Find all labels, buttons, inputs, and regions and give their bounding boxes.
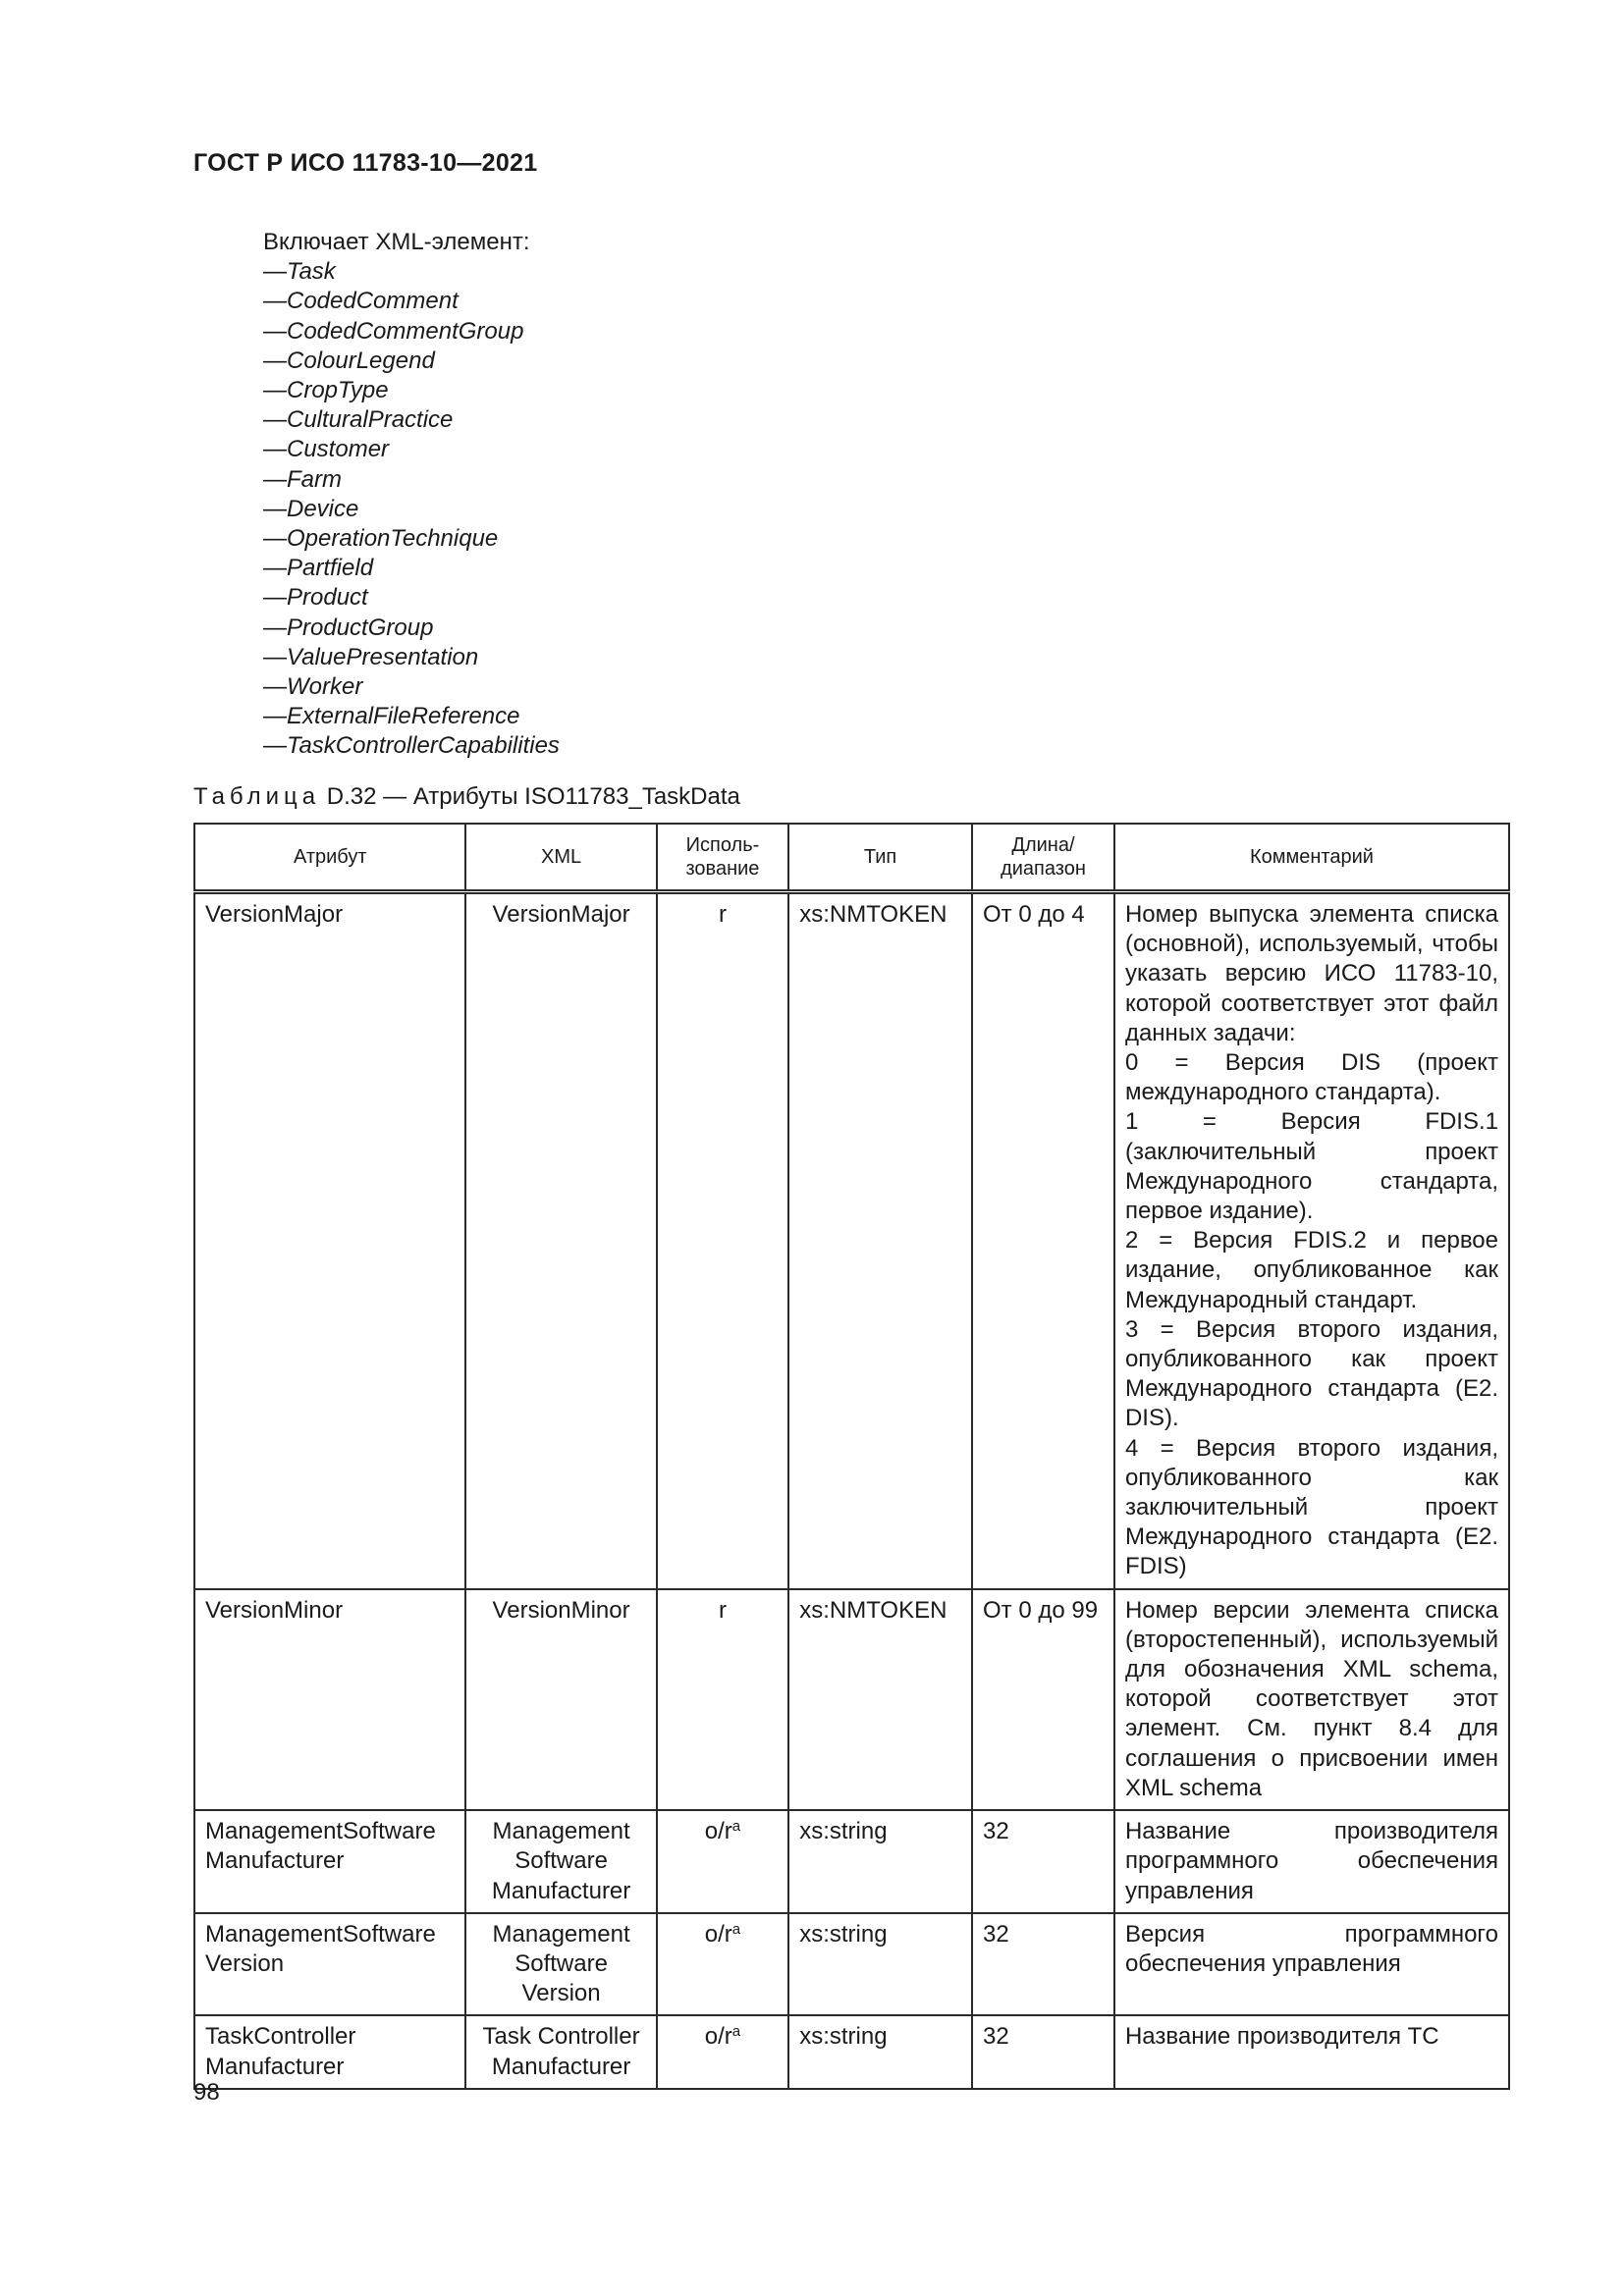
attributes-table bbox=[193, 823, 1510, 2090]
xml-element-name: ValuePresentation bbox=[287, 643, 479, 670]
list-dash: — bbox=[263, 288, 287, 315]
cell-comment bbox=[1114, 1589, 1509, 1810]
cell-type: xs:string bbox=[788, 1810, 972, 1913]
list-dash: — bbox=[263, 436, 287, 463]
list-dash: — bbox=[263, 377, 287, 404]
cell-length: 32 bbox=[972, 2015, 1114, 2088]
xml-element-item bbox=[263, 614, 560, 643]
xml-element-name: CropType bbox=[287, 377, 389, 404]
cell-attribute: ManagementSoftware Version bbox=[194, 1913, 465, 2016]
comment-paragraph: 2 = Версия FDIS.2 и первое издание, опубликованное как Международный стандарт. bbox=[1124, 1227, 1498, 1313]
usage-footnote-marker: a bbox=[731, 1920, 741, 1938]
cell-xml: Management Software Version bbox=[465, 1913, 656, 2016]
xml-element-item bbox=[263, 731, 560, 761]
cell-xml: Management Software Manufacturer bbox=[465, 1810, 656, 1913]
intro-lead: Включает XML-элемент: bbox=[263, 229, 530, 255]
cell-type: xs:NMTOKEN bbox=[788, 892, 972, 1589]
cell-usage bbox=[657, 1810, 788, 1913]
cell-attribute: ManagementSoftware Manufacturer bbox=[194, 1810, 465, 1913]
table-row bbox=[194, 1913, 1509, 2016]
xml-element-item bbox=[263, 435, 560, 464]
table-row bbox=[194, 1589, 1509, 1810]
list-dash: — bbox=[263, 584, 287, 612]
cell-usage bbox=[657, 1913, 788, 2016]
table-body bbox=[194, 892, 1509, 2089]
xml-element-item bbox=[263, 317, 560, 347]
xml-element-item bbox=[263, 643, 560, 672]
comment-paragraph: 0 = Версия DIS (проект международного стандарта). bbox=[1124, 1049, 1498, 1106]
xml-element-list bbox=[263, 257, 560, 761]
cell-type: xs:string bbox=[788, 2015, 972, 2088]
xml-element-name: Product bbox=[287, 584, 368, 612]
xml-element-item bbox=[263, 702, 560, 731]
xml-element-item bbox=[263, 524, 560, 554]
xml-element-item bbox=[263, 287, 560, 316]
usage-value: o/r bbox=[704, 2023, 732, 2051]
usage-value: o/r bbox=[704, 1920, 732, 1948]
cell-usage bbox=[657, 1589, 788, 1810]
cell-type: xs:string bbox=[788, 1913, 972, 2016]
xml-element-item bbox=[263, 554, 560, 583]
xml-element-name: OperationTechnique bbox=[287, 525, 499, 553]
comment-paragraph: Название производителя программного обеспечения управления bbox=[1124, 1818, 1498, 1904]
cell-comment bbox=[1114, 2015, 1509, 2088]
header-comment: Комментарий bbox=[1114, 824, 1509, 892]
comment-paragraph: Номер выпуска элемента списка (основной), используемый, чтобы указать версию ИСО 11783-10, которой соответствует этот файл данных задачи: bbox=[1124, 901, 1498, 1046]
header-attribute: Атрибут bbox=[194, 824, 465, 892]
document-header: ГОСТ Р ИСО 11783-10—2021 bbox=[193, 149, 538, 177]
table-row bbox=[194, 2015, 1509, 2088]
cell-length: 32 bbox=[972, 1810, 1114, 1913]
usage-value: r bbox=[718, 901, 727, 928]
cell-xml: Task Controller Manufacturer bbox=[465, 2015, 656, 2088]
list-dash: — bbox=[263, 555, 287, 582]
table-caption-label: Таблица bbox=[193, 783, 321, 810]
table-row bbox=[194, 892, 1509, 1589]
usage-footnote-marker: a bbox=[731, 2023, 741, 2041]
xml-element-name: ColourLegend bbox=[287, 347, 435, 374]
list-dash: — bbox=[263, 732, 287, 760]
list-dash: — bbox=[263, 317, 287, 345]
xml-element-name: CodedComment bbox=[287, 288, 459, 315]
list-dash: — bbox=[263, 673, 287, 701]
list-dash: — bbox=[263, 703, 287, 730]
xml-element-name: Device bbox=[287, 495, 359, 522]
xml-element-name: Worker bbox=[287, 673, 363, 701]
cell-attribute: VersionMajor bbox=[194, 892, 465, 1589]
cell-type: xs:NMTOKEN bbox=[788, 1589, 972, 1810]
xml-element-name: CulturalPractice bbox=[287, 406, 454, 434]
table-header-row bbox=[194, 824, 1509, 892]
usage-footnote-marker: a bbox=[731, 1818, 741, 1836]
cell-xml: VersionMajor bbox=[465, 892, 656, 1589]
xml-element-name: Partfield bbox=[287, 555, 374, 582]
cell-length: От 0 до 4 bbox=[972, 892, 1114, 1589]
cell-xml: VersionMinor bbox=[465, 1589, 656, 1810]
table-caption-text: D.32 — Атрибуты ISO11783_TaskData bbox=[326, 783, 740, 810]
xml-element-item bbox=[263, 672, 560, 702]
comment-paragraph: Номер версии элемента списка (второстепенный), используемый для обозначения XML schema, которой соответствует этот элемент. См. пункт 8.4 для соглашения о присвоении имен XML schema bbox=[1124, 1596, 1498, 1801]
xml-element-item bbox=[263, 257, 560, 287]
usage-value: o/r bbox=[704, 1818, 732, 1845]
cell-comment bbox=[1114, 1913, 1509, 2016]
intro-block bbox=[263, 228, 560, 762]
list-dash: — bbox=[263, 495, 287, 522]
xml-element-name: Farm bbox=[287, 465, 342, 493]
xml-element-item bbox=[263, 405, 560, 435]
list-dash: — bbox=[263, 406, 287, 434]
xml-element-name: ExternalFileReference bbox=[287, 703, 520, 730]
page-number: 98 bbox=[193, 2079, 220, 2106]
header-xml: XML bbox=[465, 824, 656, 892]
cell-length: От 0 до 99 bbox=[972, 1589, 1114, 1810]
cell-usage bbox=[657, 2015, 788, 2088]
cell-comment bbox=[1114, 892, 1509, 1589]
table-row bbox=[194, 1810, 1509, 1913]
cell-usage bbox=[657, 892, 788, 1589]
table-caption bbox=[193, 783, 740, 811]
list-dash: — bbox=[263, 525, 287, 553]
comment-paragraph: 3 = Версия второго издания, опубликованного как проект Международного стандарта (E2. DIS). bbox=[1124, 1315, 1498, 1432]
list-dash: — bbox=[263, 465, 287, 493]
usage-value: r bbox=[718, 1596, 727, 1624]
header-length: Длина/ диапазон bbox=[972, 824, 1114, 892]
header-type: Тип bbox=[788, 824, 972, 892]
comment-paragraph: Название производителя TC bbox=[1124, 2023, 1439, 2051]
xml-element-name: Task bbox=[287, 258, 336, 286]
xml-element-item bbox=[263, 495, 560, 524]
xml-element-name: TaskControllerCapabilities bbox=[287, 732, 560, 760]
xml-element-name: CodedCommentGroup bbox=[287, 317, 524, 345]
cell-length: 32 bbox=[972, 1913, 1114, 2016]
header-usage: Исполь-зование bbox=[657, 824, 788, 892]
list-dash: — bbox=[263, 643, 287, 670]
xml-element-name: Customer bbox=[287, 436, 390, 463]
xml-element-name: ProductGroup bbox=[287, 614, 434, 641]
xml-element-item bbox=[263, 376, 560, 405]
list-dash: — bbox=[263, 258, 287, 286]
list-dash: — bbox=[263, 347, 287, 374]
comment-paragraph: 1 = Версия FDIS.1 (заключительный проект Международного стандарта, первое издание). bbox=[1124, 1108, 1498, 1225]
comment-paragraph: Версия программного обеспечения управления bbox=[1124, 1920, 1498, 1977]
xml-element-item bbox=[263, 347, 560, 376]
xml-element-item bbox=[263, 583, 560, 613]
comment-paragraph: 4 = Версия второго издания, опубликованного как заключительный проект Международного стандарта (E2. FDIS) bbox=[1124, 1434, 1498, 1580]
list-dash: — bbox=[263, 614, 287, 641]
cell-comment bbox=[1114, 1810, 1509, 1913]
cell-attribute: TaskController Manufacturer bbox=[194, 2015, 465, 2088]
cell-attribute: VersionMinor bbox=[194, 1589, 465, 1810]
xml-element-item bbox=[263, 465, 560, 495]
